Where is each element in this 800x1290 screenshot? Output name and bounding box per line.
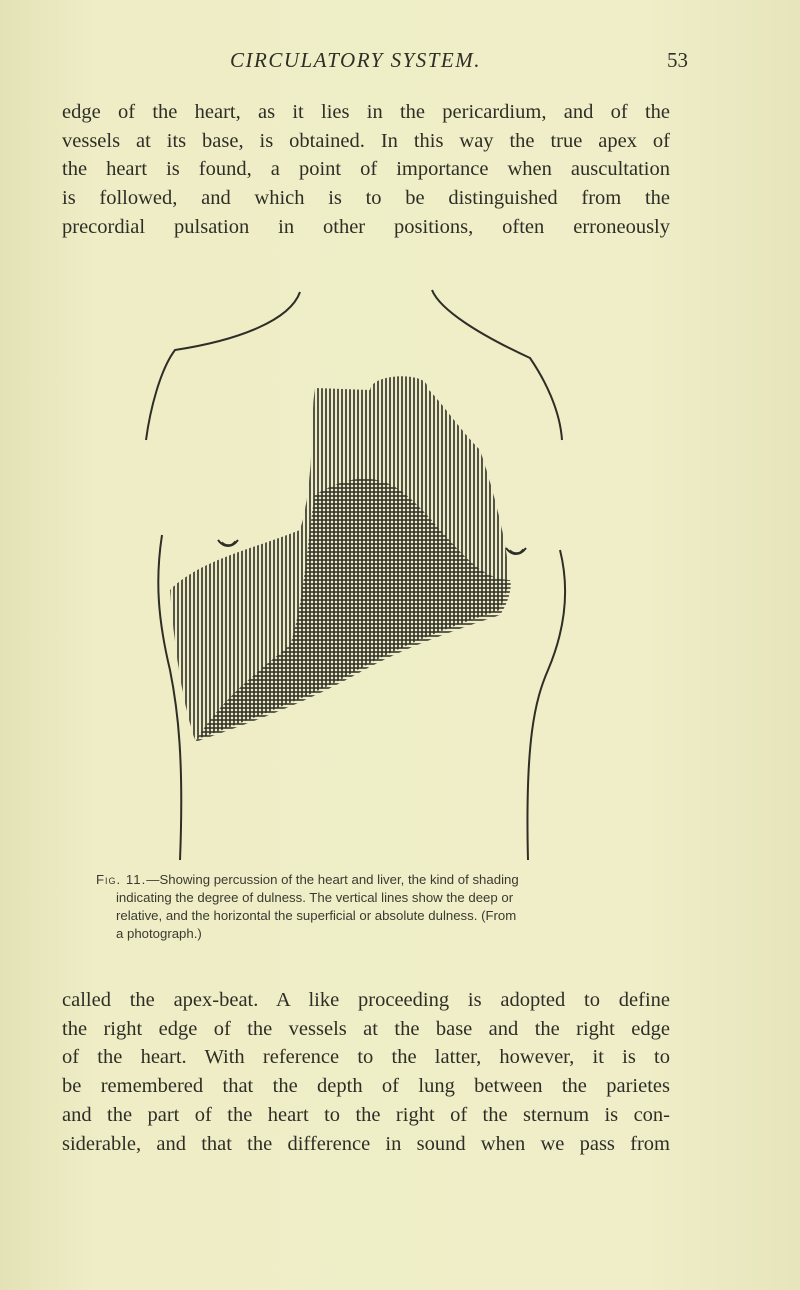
caption-line: relative, and the horizontal the superficial or absolute dulness. (From [116, 908, 517, 923]
paragraph-top [62, 98, 670, 242]
figure-heart-percussion [140, 280, 600, 880]
text-line: edge of the heart, as it lies in the pericardium, and of the [62, 101, 670, 123]
text-line: is followed, and which is to be distinguished from the [62, 187, 670, 210]
torso-diagram [140, 280, 600, 880]
caption-line: a photograph.) [116, 926, 202, 941]
vertical-shading [170, 360, 506, 750]
caption-line [96, 871, 676, 889]
page-number: 53 [667, 48, 688, 72]
figure-label: Fig. 11. [96, 872, 147, 887]
paragraph-bottom [62, 986, 670, 1158]
text-line: siderable, and that the difference in sound when we pass from [62, 1132, 670, 1155]
text-line: the heart is found, a point of importance when auscultation [62, 158, 670, 181]
text-line: of the heart. With reference to the latter, however, it is to [62, 1046, 670, 1069]
figure-caption [96, 871, 676, 943]
caption-line: indicating the degree of dulness. The vertical lines show the deep or [116, 890, 514, 905]
caption-text: —Showing percussion of the heart and liver, the kind of shading [146, 872, 519, 887]
text-line: and the part of the heart to the right of the sternum is con- [62, 1103, 670, 1126]
text-line: vessels at its base, is obtained. In this way the true apex of [62, 129, 670, 152]
torso-outline [527, 550, 565, 860]
text-line: the right edge of the vessels at the base and the right edge [62, 1017, 670, 1040]
torso-outline [146, 292, 300, 440]
text-line: be remembered that the depth of lung between the parietes [62, 1075, 670, 1098]
text-line: called the apex-beat. A like proceeding is adopted to define [62, 989, 670, 1011]
text-line: precordial pulsation in other positions, often erroneously [62, 215, 670, 238]
running-head [0, 48, 800, 78]
running-title: CIRCULATORY SYSTEM. [230, 48, 481, 72]
torso-outline [432, 290, 562, 440]
